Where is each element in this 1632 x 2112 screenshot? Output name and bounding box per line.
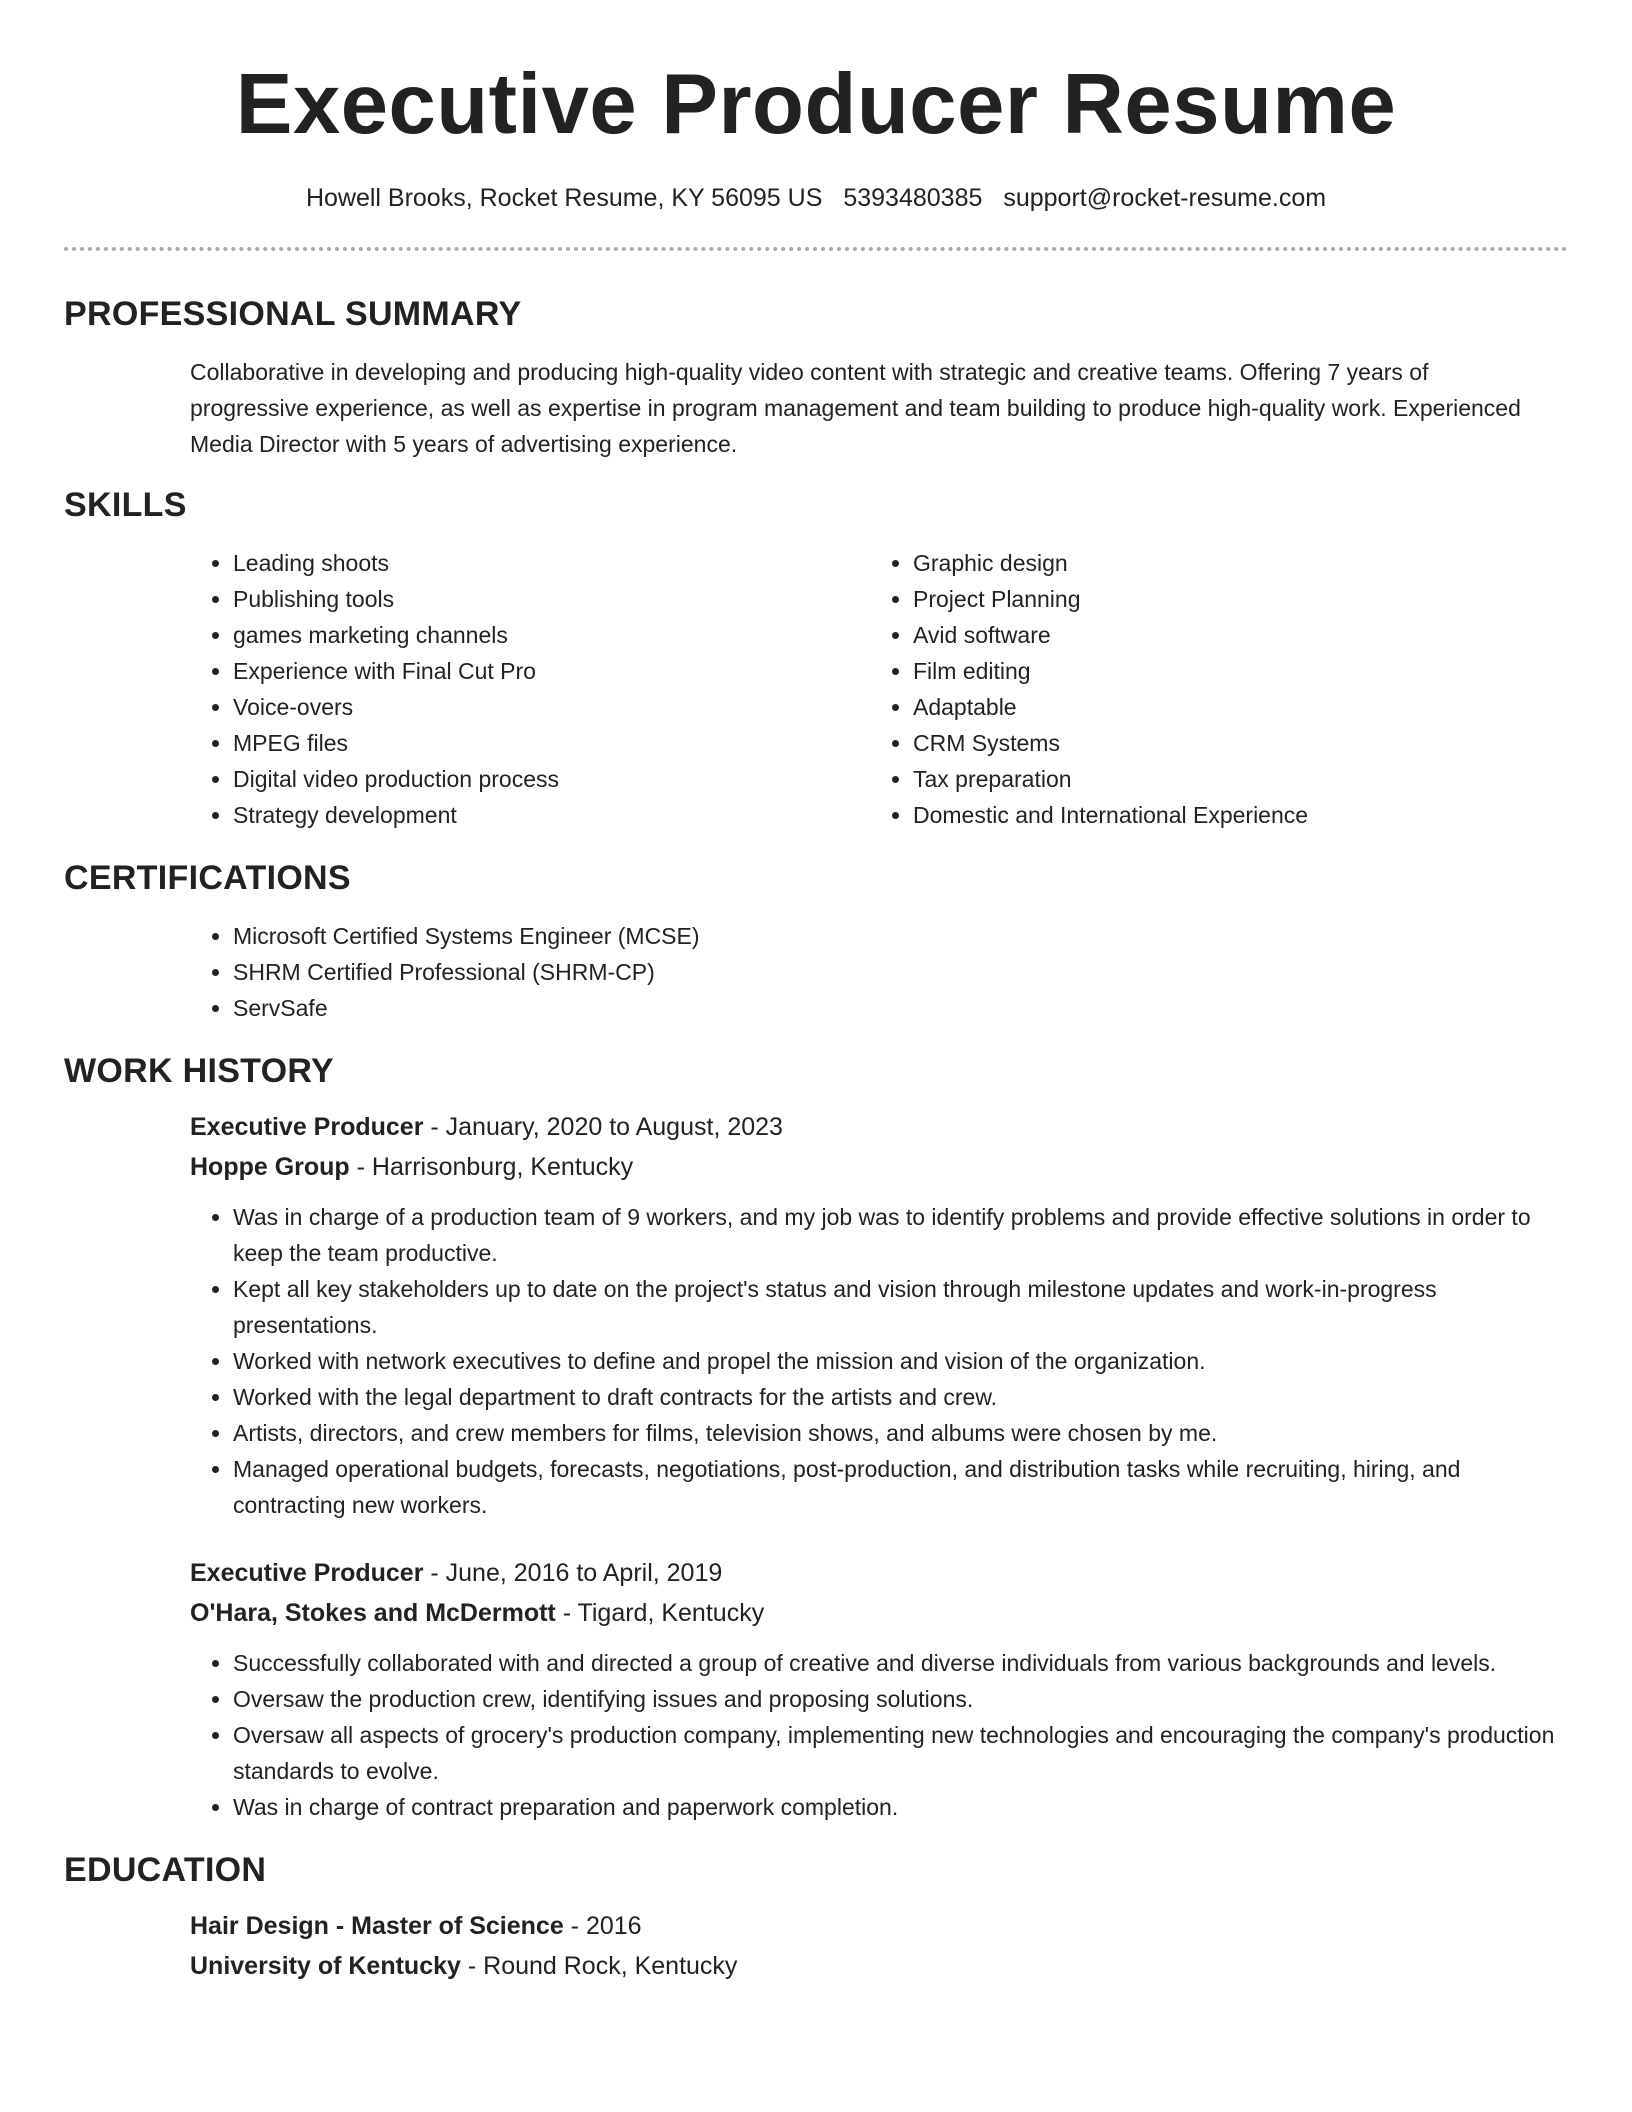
skill-item: • Strategy development — [233, 797, 870, 833]
skill-item: • Film editing — [913, 653, 1550, 689]
education-heading: EDUCATION — [64, 1850, 267, 1889]
job-bullets — [190, 1199, 1568, 1523]
job-title: Executive Producer — [190, 1112, 424, 1141]
job-bullet: • Oversaw the production crew, identifying issues and proposing solutions. — [233, 1681, 1568, 1717]
education-school-line — [190, 1946, 1568, 1986]
job-location: - Harrisonburg, Kentucky — [349, 1152, 634, 1181]
certifications-list — [64, 918, 1568, 1026]
job-entry — [64, 1553, 1568, 1825]
skills-heading: SKILLS — [64, 485, 187, 524]
certifications-heading: CERTIFICATIONS — [64, 858, 351, 897]
skills-list — [64, 545, 1568, 833]
job-company-line — [190, 1593, 1568, 1633]
skill-item: • Digital video production process — [233, 761, 870, 797]
job-company: Hoppe Group — [190, 1152, 350, 1181]
education-year: - 2016 — [563, 1911, 642, 1940]
job-bullet: • Successfully collaborated with and directed a group of creative and diverse individuals from various backgrounds and levels. — [233, 1645, 1568, 1681]
job-company: O'Hara, Stokes and McDermott — [190, 1598, 556, 1627]
job-title: Executive Producer — [190, 1558, 424, 1587]
job-bullet: • Was in charge of a production team of 9 workers, and my job was to identify problems and provide effective solutions in order to keep the team productive. — [233, 1199, 1568, 1271]
work-history-heading: WORK HISTORY — [64, 1051, 334, 1090]
skill-item: • Project Planning — [913, 581, 1550, 617]
skill-item: • Domestic and International Experience — [913, 797, 1550, 833]
job-bullets — [190, 1645, 1568, 1825]
contact-email: support@rocket-resume.com — [1003, 183, 1327, 212]
contact-phone: 5393480385 — [843, 183, 983, 212]
skills-column-left — [190, 545, 870, 833]
job-bullet: • Kept all key stakeholders up to date on the project's status and vision through milestone updates and work-in-progress presentations. — [233, 1271, 1568, 1343]
skill-item: • games marketing channels — [233, 617, 870, 653]
job-bullet: • Worked with network executives to define and propel the mission and vision of the organization. — [233, 1343, 1568, 1379]
skill-item: • Graphic design — [913, 545, 1550, 581]
job-title-line — [190, 1107, 1568, 1147]
education-school: University of Kentucky — [190, 1951, 461, 1980]
summary-heading: PROFESSIONAL SUMMARY — [64, 294, 522, 333]
page-title: Executive Producer Resume — [235, 57, 1397, 152]
job-bullet: • Was in charge of contract preparation and paperwork completion. — [233, 1789, 1568, 1825]
skill-item: • Adaptable — [913, 689, 1550, 725]
skill-item: • CRM Systems — [913, 725, 1550, 761]
job-dates: - June, 2016 to April, 2019 — [423, 1558, 723, 1587]
job-location: - Tigard, Kentucky — [555, 1598, 765, 1627]
education-degree-line — [190, 1906, 1568, 1946]
summary-text: Collaborative in developing and producing high-quality video content with strategic and creative teams. Offering 7 years of progressive experience, as well as expertise in program management and team building to produce high-quality work. Experienced Media Director with 5 years of advertising experience. — [190, 358, 1521, 457]
skill-item: • Voice-overs — [233, 689, 870, 725]
skill-item: • Tax preparation — [913, 761, 1550, 797]
skills-column-right — [870, 545, 1550, 833]
skill-item: • Avid software — [913, 617, 1550, 653]
education-degree: Hair Design - Master of Science — [190, 1911, 564, 1940]
job-bullet: • Worked with the legal department to draft contracts for the artists and crew. — [233, 1379, 1568, 1415]
job-company-line — [190, 1147, 1568, 1187]
contact-address: Howell Brooks, Rocket Resume, KY 56095 US — [305, 183, 823, 212]
certification-item: • ServSafe — [233, 990, 1568, 1026]
certification-item: • Microsoft Certified Systems Engineer (MCSE) — [233, 918, 1568, 954]
job-bullet: • Artists, directors, and crew members for films, television shows, and albums were chosen by me. — [233, 1415, 1568, 1451]
skill-item: • Experience with Final Cut Pro — [233, 653, 870, 689]
skill-item: • Publishing tools — [233, 581, 870, 617]
education-entry — [64, 1906, 1568, 1986]
header-divider — [64, 247, 1568, 251]
job-bullet: • Oversaw all aspects of grocery's production company, implementing new technologies and encouraging the company's production standards to evolve. — [233, 1717, 1568, 1789]
education-location: - Round Rock, Kentucky — [460, 1951, 738, 1980]
job-dates: - January, 2020 to August, 2023 — [423, 1112, 783, 1141]
job-entry — [64, 1107, 1568, 1523]
contact-line — [64, 184, 1568, 213]
certification-item: • SHRM Certified Professional (SHRM-CP) — [233, 954, 1568, 990]
job-bullet: • Managed operational budgets, forecasts, negotiations, post-production, and distribution tasks while recruiting, hiring, and contracting new workers. — [233, 1451, 1568, 1523]
skill-item: • MPEG files — [233, 725, 870, 761]
skill-item: • Leading shoots — [233, 545, 870, 581]
job-title-line — [190, 1553, 1568, 1593]
